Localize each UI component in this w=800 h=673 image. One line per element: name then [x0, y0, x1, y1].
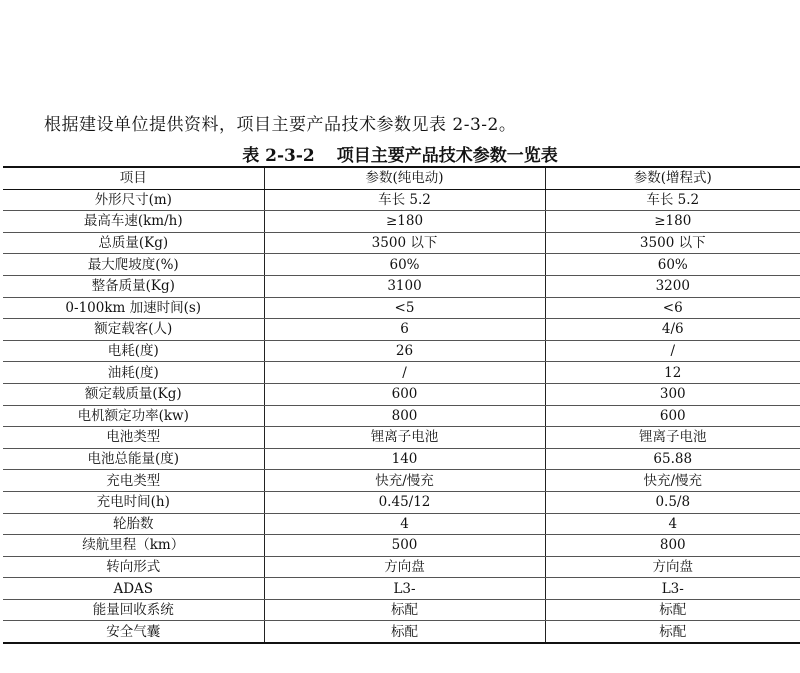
electric-value-cell: 600 — [264, 383, 545, 405]
item-cell: 外形尺寸(m) — [3, 189, 264, 211]
table-row — [3, 491, 800, 513]
table-row — [3, 297, 800, 319]
table-row — [3, 319, 800, 341]
range-extended-value-cell: <6 — [545, 297, 800, 319]
table-row — [3, 254, 800, 276]
item-cell: 电池总能量(度) — [3, 448, 264, 470]
table-row — [3, 383, 800, 405]
electric-value-cell: / — [264, 362, 545, 384]
range-extended-value-cell: / — [545, 340, 800, 362]
range-extended-value-cell: 12 — [545, 362, 800, 384]
range-extended-value-cell: 800 — [545, 535, 800, 557]
item-cell: 轮胎数 — [3, 513, 264, 535]
item-cell: 整备质量(Kg) — [3, 275, 264, 297]
electric-value-cell: <5 — [264, 297, 545, 319]
table-caption-number: 表 2-3-2 — [242, 146, 315, 166]
range-extended-value-cell: 65.88 — [545, 448, 800, 470]
item-cell: 转向形式 — [3, 556, 264, 578]
range-extended-value-cell: 4 — [545, 513, 800, 535]
parameters-table — [3, 166, 800, 644]
item-cell: 能量回收系统 — [3, 599, 264, 621]
table-caption — [0, 141, 800, 166]
item-cell: 油耗(度) — [3, 362, 264, 384]
electric-value-cell: 标配 — [264, 621, 545, 643]
electric-value-cell: 0.45/12 — [264, 491, 545, 513]
range-extended-value-cell: 方向盘 — [545, 556, 800, 578]
range-extended-value-cell: ≥180 — [545, 211, 800, 233]
range-extended-value-cell: 600 — [545, 405, 800, 427]
electric-value-cell: 26 — [264, 340, 545, 362]
electric-value-cell: 60% — [264, 254, 545, 276]
electric-value-cell: 6 — [264, 319, 545, 341]
range-extended-value-cell: 60% — [545, 254, 800, 276]
item-cell: 安全气囊 — [3, 621, 264, 643]
range-extended-value-cell: 标配 — [545, 621, 800, 643]
item-cell: ADAS — [3, 578, 264, 600]
table-row — [3, 621, 800, 643]
table-row — [3, 513, 800, 535]
range-extended-value-cell: 3200 — [545, 275, 800, 297]
table-row — [3, 470, 800, 492]
item-cell: 总质量(Kg) — [3, 232, 264, 254]
range-extended-value-cell: 300 — [545, 383, 800, 405]
range-extended-value-cell: 快充/慢充 — [545, 470, 800, 492]
item-cell: 续航里程（km） — [3, 535, 264, 557]
range-extended-value-cell: 3500 以下 — [545, 232, 800, 254]
table-row — [3, 599, 800, 621]
table-header-row — [3, 167, 800, 189]
electric-value-cell: 3100 — [264, 275, 545, 297]
table-row — [3, 362, 800, 384]
electric-value-cell: 4 — [264, 513, 545, 535]
electric-value-cell: L3- — [264, 578, 545, 600]
electric-value-cell: 标配 — [264, 599, 545, 621]
table-row — [3, 556, 800, 578]
table-row — [3, 578, 800, 600]
header-range-extended: 参数(增程式) — [545, 167, 800, 189]
electric-value-cell: 3500 以下 — [264, 232, 545, 254]
range-extended-value-cell: 4/6 — [545, 319, 800, 341]
range-extended-value-cell: 锂离子电池 — [545, 427, 800, 449]
item-cell: 最高车速(km/h) — [3, 211, 264, 233]
electric-value-cell: 方向盘 — [264, 556, 545, 578]
item-cell: 最大爬坡度(%) — [3, 254, 264, 276]
item-cell: 电机额定功率(kw) — [3, 405, 264, 427]
table-row — [3, 427, 800, 449]
table-caption-title: 项目主要产品技术参数一览表 — [336, 146, 558, 166]
table-row — [3, 189, 800, 211]
electric-value-cell: 锂离子电池 — [264, 427, 545, 449]
electric-value-cell: 车长 5.2 — [264, 189, 545, 211]
table-row — [3, 232, 800, 254]
range-extended-value-cell: L3- — [545, 578, 800, 600]
electric-value-cell: ≥180 — [264, 211, 545, 233]
item-cell: 额定载质量(Kg) — [3, 383, 264, 405]
item-cell: 额定载客(人) — [3, 319, 264, 341]
item-cell: 0-100km 加速时间(s) — [3, 297, 264, 319]
item-cell: 充电类型 — [3, 470, 264, 492]
item-cell: 电池类型 — [3, 427, 264, 449]
range-extended-value-cell: 标配 — [545, 599, 800, 621]
table-row — [3, 340, 800, 362]
electric-value-cell: 140 — [264, 448, 545, 470]
table-body — [3, 189, 800, 643]
table-row — [3, 211, 800, 233]
table-row — [3, 535, 800, 557]
range-extended-value-cell: 车长 5.2 — [545, 189, 800, 211]
item-cell: 充电时间(h) — [3, 491, 264, 513]
item-cell: 电耗(度) — [3, 340, 264, 362]
table-row — [3, 275, 800, 297]
table-row — [3, 405, 800, 427]
electric-value-cell: 500 — [264, 535, 545, 557]
range-extended-value-cell: 0.5/8 — [545, 491, 800, 513]
header-item: 项目 — [3, 167, 264, 189]
header-electric: 参数(纯电动) — [264, 167, 545, 189]
electric-value-cell: 快充/慢充 — [264, 470, 545, 492]
intro-paragraph: 根据建设单位提供资料，项目主要产品技术参数见表 2-3-2。 — [44, 115, 517, 135]
table-row — [3, 448, 800, 470]
electric-value-cell: 800 — [264, 405, 545, 427]
